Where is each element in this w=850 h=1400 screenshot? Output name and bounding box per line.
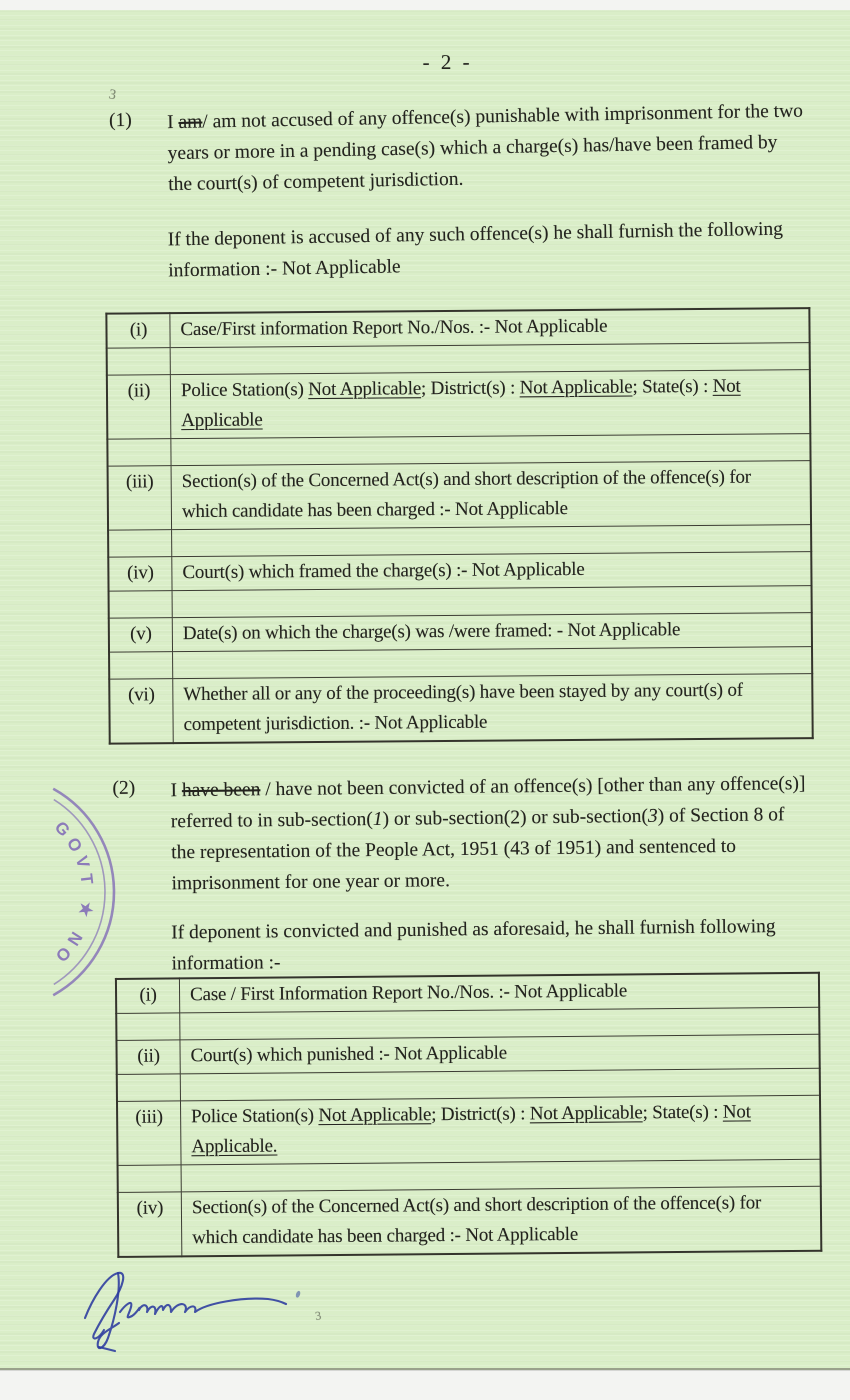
table-row: [107, 370, 810, 440]
row-label: (iii): [108, 466, 172, 530]
stray-pencil-mark: 3: [107, 87, 118, 104]
clause-2-number: (2): [112, 777, 136, 799]
table-row: [108, 461, 811, 531]
row-label: (i): [116, 978, 180, 1013]
stray-pencil-mark: 3: [314, 1308, 323, 1324]
table-row: [117, 1095, 821, 1165]
row-label: [109, 652, 173, 679]
row-label: (ii): [116, 1040, 180, 1075]
row-label: (iii): [117, 1101, 181, 1166]
clause-2-text: I have been / have not been convicted of an offence(s) [other than any offence(s)] referred to in sub-section(1) or sub-section(2) or sub-section(3) of Section 8 of the representation of the People Act, 1951 (43 of 1951) and sentenced to imprisonment for one year or more.: [170, 773, 806, 895]
row-label: (ii): [107, 375, 171, 439]
clause-1-note: If the deponent is accused of any such offence(s) he shall furnish the following information :- Not Applicable: [167, 218, 784, 282]
row-label: (vi): [109, 679, 173, 744]
row-label: [109, 591, 173, 618]
signature: [70, 1260, 323, 1360]
row-label: (i): [106, 313, 170, 348]
row-label: (iv): [108, 557, 172, 591]
page-number: - 2 -: [422, 49, 473, 75]
row-label: (iv): [118, 1192, 182, 1257]
clause-2-note: If deponent is convicted and punished as aforesaid, he shall furnish following information :-: [171, 916, 776, 975]
row-label: [117, 1074, 181, 1102]
paper: [0, 10, 850, 1370]
clause-1-text: I am/ am not accused of any offence(s) punishable with imprisonment for the two years or more in a pending case(s) which a charge(s) has/have been framed by the court(s) of competent jurisdiction.: [166, 100, 804, 196]
row-content: Case / First Information Report No./Nos. :- Not Applicable: [179, 973, 819, 1013]
row-content: Section(s) of the Concerned Act(s) and short description of the offence(s) for which candidate has been charged :- Not Applicable: [171, 461, 811, 530]
row-content: Police Station(s) Not Applicable; District(s) : Not Applicable; State(s) : Not Applicable: [170, 370, 810, 439]
row-label: [107, 348, 171, 375]
row-label: [107, 439, 171, 466]
table-row: [118, 1186, 822, 1257]
row-content: Section(s) of the Concerned Act(s) and short description of the offence(s) for which candidate has been charged :- Not Applicable: [181, 1186, 821, 1256]
row-content: Date(s) on which the charge(s) was /were framed: - Not Applicable: [172, 613, 812, 652]
row-label: [116, 1013, 180, 1041]
table-1: [105, 307, 813, 745]
table-2: [115, 972, 822, 1258]
table-row: [106, 308, 809, 348]
table-row: [108, 552, 811, 592]
row-label: [118, 1165, 182, 1193]
row-label: (v): [109, 618, 173, 652]
row-content: Police Station(s) Not Applicable; District(s) : Not Applicable; State(s) : Not Applicable.: [180, 1095, 820, 1165]
clause-1: [0, 95, 848, 204]
stamp-arc-text: GOVT ★ NO: [47, 817, 98, 970]
row-content: Court(s) which punished :- Not Applicable: [180, 1034, 820, 1074]
table-row: [109, 674, 812, 744]
clause-1-number: (1): [108, 109, 133, 132]
row-content: Whether all or any of the proceeding(s) have been stayed by any court(s) of competent jurisdiction. :- Not Applicable: [173, 674, 813, 744]
row-content: Court(s) which framed the charge(s) :- Not Applicable: [172, 552, 812, 591]
document-content: [0, 6, 850, 1368]
row-label: [108, 530, 172, 557]
row-content: Case/First information Report No./Nos. :- Not Applicable: [170, 308, 810, 348]
notary-stamp-icon: [14, 782, 146, 1014]
table-row: [109, 613, 812, 653]
